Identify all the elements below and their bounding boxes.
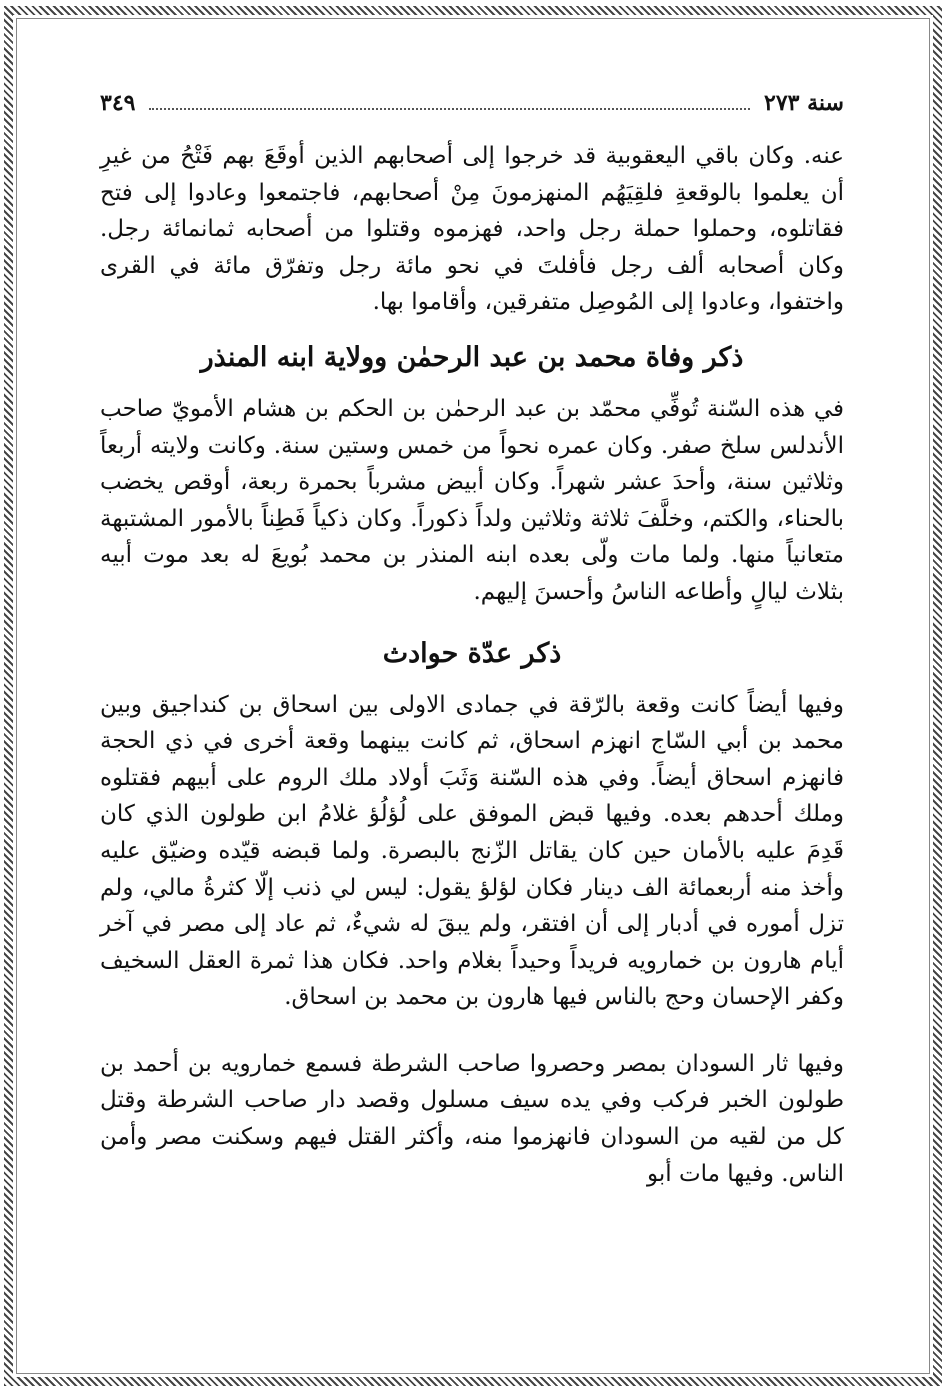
book-page — [100, 90, 844, 1192]
running-header — [100, 90, 844, 130]
page-number: ٣٤٩ — [100, 90, 136, 116]
paragraph-several-events: وفيها أيضاً كانت وقعة بالرّقة في جمادى الاولى بين اسحاق بن كنداجيق وبين محمد بن أبي السّاج انهزم اسحاق، ثم كانت بينهما وقعة أخرى في ذي الحجة فانهزم اسحاق أيضاً. وفي هذه السّنة وَثَبَ أولاد ملك الروم على أبيهم فقتلوه وملك أحدهم بعده. وفيها قبض الموفق على لُؤلُؤ غلامُ ابن طولون الذي كان قَدِمَ عليه بالأمان حين كان يقاتل الزّنج بالبصرة. ولما قبضه قيّده وضيّق عليه وأخذ منه أربعمائة الف دينار فكان لؤلؤ يقول: ليس لي ذنب إلّا كثرةُ مالي، ولم تزل أموره في أدبار إلى أن افتقر، ولم يبقَ له شيءٌ، ثم عاد إلى مصر في آخر أيام هارون بن خمارويه فريداً وحيداً بغلام واحد. فكان هذا ثمرة العقل السخيف وكفر الإحسان وحج بالناس فيها هارون بن محمد بن اسحاق. — [100, 691, 844, 1011]
year-label: سنة ٢٧٣ — [764, 90, 844, 116]
section-heading-death-of-muhammad: ذكر وفاة محمد بن عبد الرحمٰن وولاية ابنه المنذر — [200, 341, 744, 373]
paragraph-death-of-muhammad: في هذه السّنة تُوفِّي محمّد بن عبد الرحمٰن بن الحكم بن هشام الأمويّ صاحب الأندلس سلخ صفر. وكان عمره نحواً من خمس وستين سنة. وكانت ولايته أربعاً وثلاثين سنة، وأحدَ عشر شهراً. وكان أبيض مشرباً بحمرة ربعة، أوقص يخضب بالحناء، والكتم، وخلَّفَ ثلاثة وثلاثين ولداً ذكوراً. وكان ذكياً فَطِناً بالأمور المشتبهة متعانياً منها. ولما مات ولّى بعده ابنه المنذر بن محمد بُويعَ له بعد موت أبيه بثلاث ليالٍ وأطاعه الناسُ وأحسنَ إليهم. — [100, 395, 844, 605]
dotted-leader — [149, 96, 750, 110]
paragraph-continuation: عنه. وكان باقي اليعقوبية قد خرجوا إلى أصحابهم الذين أوقَعَ بهم فَتْحُ من غيرِ أن يعلموا بالوقعةِ فلقِيَهُم المنهزمونَ مِنْ أصحابهم، فاجتمعوا وعادوا إلى فتح فقاتلوه، وحملوا حملة رجل واحد، فهزموه وقتلوا من أصحابه ثمانمائة رجل. وكان أصحابه ألف رجل فأفلتَ في نحو مائة رجل وتفرّق مائة في القرى واختفوا، وعادوا إلى المُوصِل متفرقين، وأقاموا بها. — [100, 143, 844, 316]
section-heading-several-events: ذكر عدّة حوادث — [382, 637, 562, 669]
paragraph-sudan-revolt: وفيها ثار السودان بمصر وحصروا صاحب الشرطة فسمع خمارويه بن أحمد بن طولون الخبر فركب وفي يده سيف مسلول وقصد دار صاحب الشرطة وقتل كل من لقيه من السودان فانهزموا منه، وأكثر القتل فيهم وسكنت مصر وأمن الناس. وفيها مات أبو — [100, 1050, 844, 1187]
